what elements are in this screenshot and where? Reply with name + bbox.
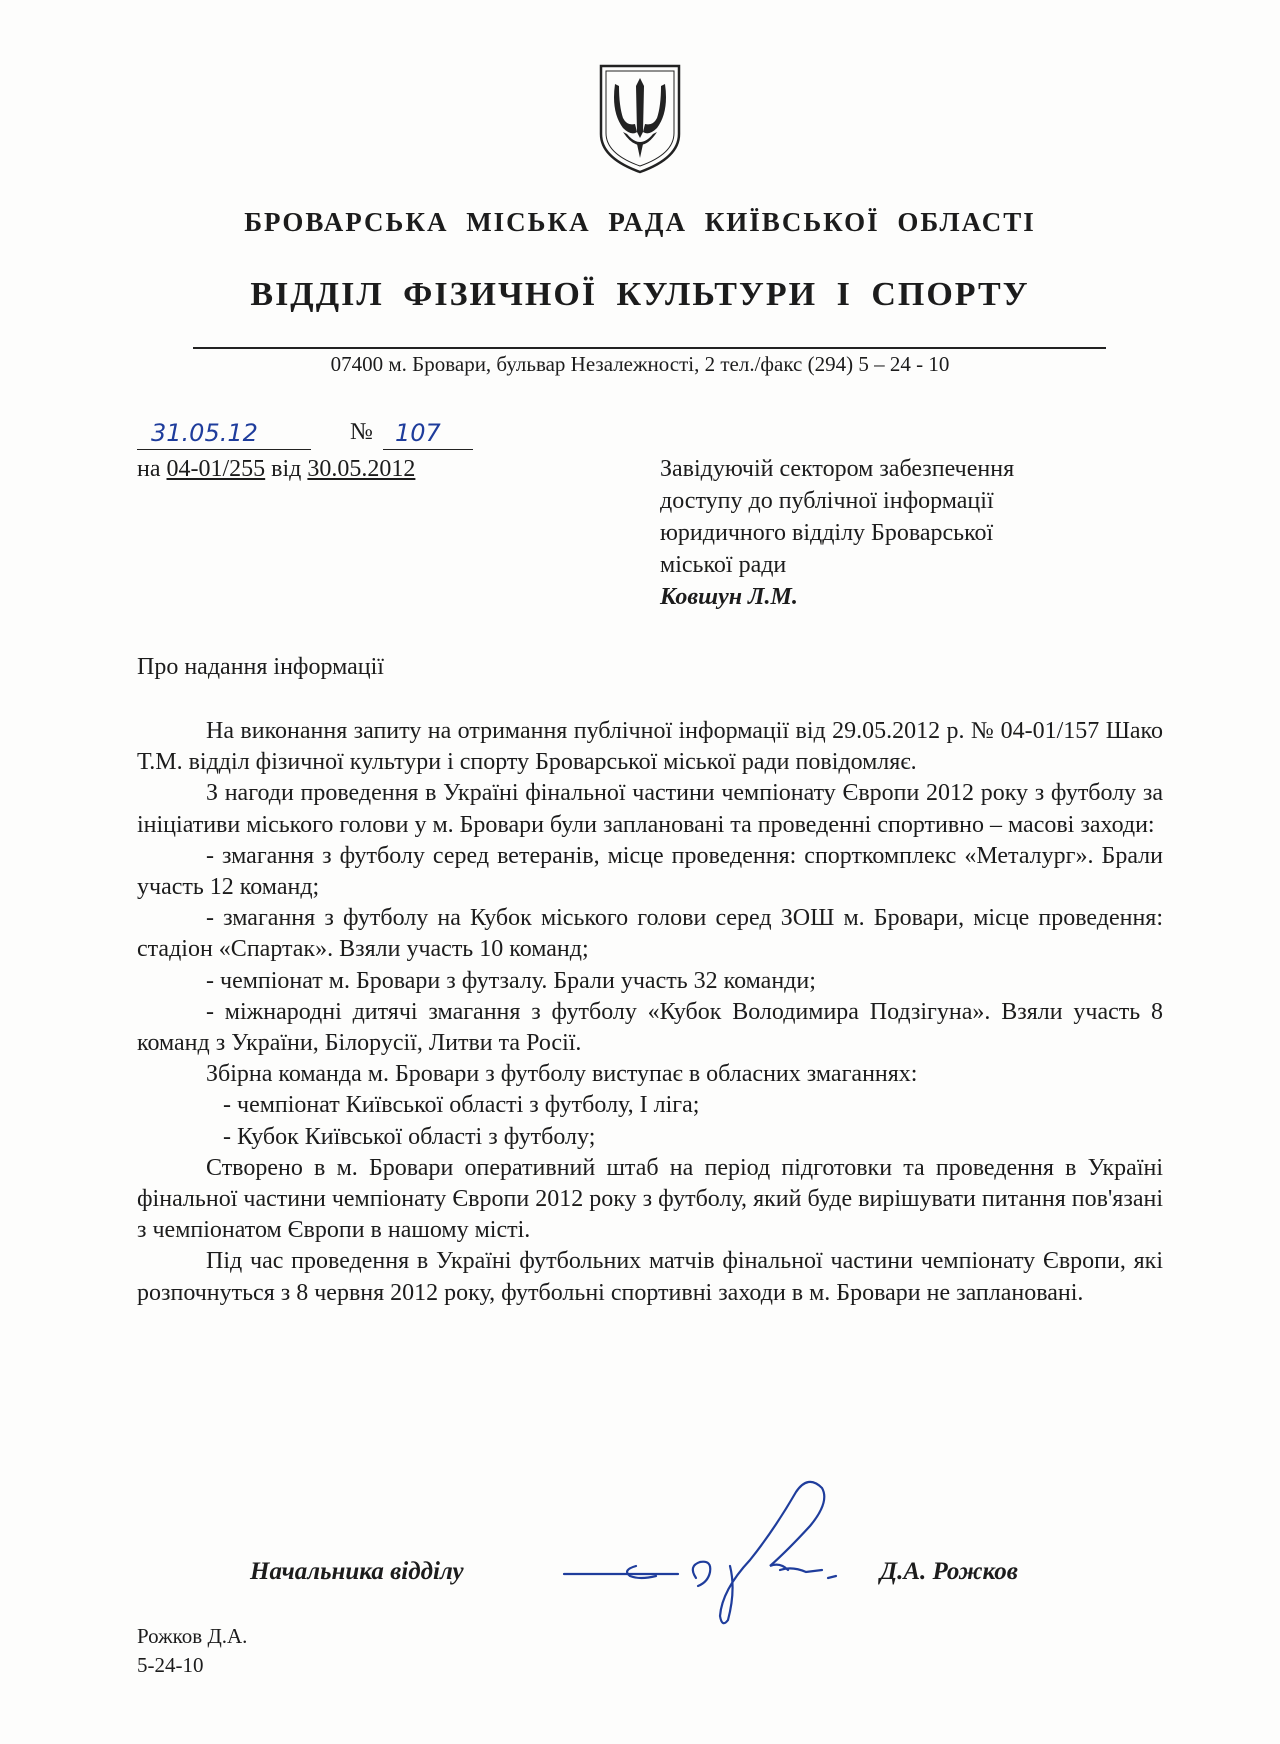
list-item: - змагання з футболу на Кубок міського голови серед ЗОШ м. Бровари, місце проведення: стадіон «Спартак». Взяли участь 10 команд;: [137, 905, 1163, 963]
recipient-name: Ковшун Л.М.: [660, 584, 798, 610]
body-paragraph: З нагоди проведення в Україні фінальної частини чемпіонату Європи 2012 року з футболу за ініціативи міського голови у м. Бровари були заплановані та проведенні спортивно – масові заходи:: [137, 780, 1163, 838]
organization-title: БРОВАРСЬКА МІСЬКА РАДА КИЇВСЬКОЇ ОБЛАСТІ: [244, 207, 1036, 237]
executor-block: [137, 1622, 247, 1680]
number-sign: №: [350, 419, 373, 445]
body-paragraph: Створено в м. Бровари оперативний штаб на період підготовки та проведення в Україні фінальної частини чемпіонату Європи 2012 року з футболу, який буде вирішувати питання пов'язані з чемпіонатом Європи в нашому місті.: [137, 1154, 1163, 1244]
letter-body: [137, 716, 1163, 1309]
reference-line: [137, 456, 415, 483]
list-item: - чемпіонат м. Бровари з футзалу. Брали участь 32 команди;: [206, 967, 816, 994]
executor-phone: 5-24-10: [137, 1653, 204, 1677]
registration-number-field: [383, 417, 473, 450]
list-item: - Кубок Київської області з футболу;: [223, 1123, 596, 1150]
signatory-name: Д.А. Рожков: [880, 1558, 1018, 1585]
list-item: - змагання з футболу серед ветеранів, місце проведення: спорткомплекс «Металург». Брали участь 12 команд;: [137, 842, 1163, 901]
reference-prefix: на: [137, 456, 167, 482]
registration-date: 31.05.12: [151, 419, 258, 447]
trident-coat-of-arms-icon: [597, 62, 683, 176]
body-paragraph: На виконання запиту на отримання публічної інформації від 29.05.2012 р. № 04-01/157 Шако Т.М. відділ фізичної культури і спорту Броварської міської ради повідомляє.: [137, 718, 1163, 776]
reference-from: від: [265, 456, 308, 482]
recipient-line: доступу до публічної інформації: [660, 488, 994, 514]
registration-date-field: [137, 417, 311, 450]
list-item: - міжнародні дитячі змагання з футболу «Кубок Володимира Подзігуна». Взяли участь 8 команд з України, Білорусії, Литви та Росії.: [137, 998, 1163, 1057]
list-item: - чемпіонат Київської області з футболу, І ліга;: [223, 1092, 700, 1119]
body-paragraph: Під час проведення в Україні футбольних матчів фінальної частини чемпіонату Європи, які розпочнуться з 8 червня 2012 року, футбольні спортивні заходи в м. Бровари не заплановані.: [137, 1248, 1163, 1306]
letter-subject: Про надання інформації: [137, 654, 384, 680]
recipient-line: міської ради: [660, 552, 787, 578]
recipient-line: Завідуючій сектором забезпечення: [660, 456, 1015, 482]
registration-number: 107: [395, 419, 441, 447]
reference-number: 04-01/255: [166, 456, 266, 482]
executor-name: Рожков Д.А.: [137, 1624, 248, 1648]
header-divider: [193, 347, 1106, 349]
address-line: 07400 м. Бровари, бульвар Незалежності, 2 тел./факс (294) 5 – 24 - 10: [330, 352, 950, 376]
recipient-line: юридичного відділу Броварської: [660, 520, 994, 546]
reference-date: 30.05.2012: [307, 456, 416, 482]
signatory-title: Начальника відділу: [250, 1558, 464, 1585]
handwritten-signature: [560, 1470, 920, 1630]
recipient-block: [660, 453, 1130, 613]
department-title: ВІДДІЛ ФІЗИЧНОЇ КУЛЬТУРИ І СПОРТУ: [250, 276, 1030, 313]
body-paragraph: Збірна команда м. Бровари з футболу виступає в обласних змаганнях:: [206, 1061, 918, 1088]
